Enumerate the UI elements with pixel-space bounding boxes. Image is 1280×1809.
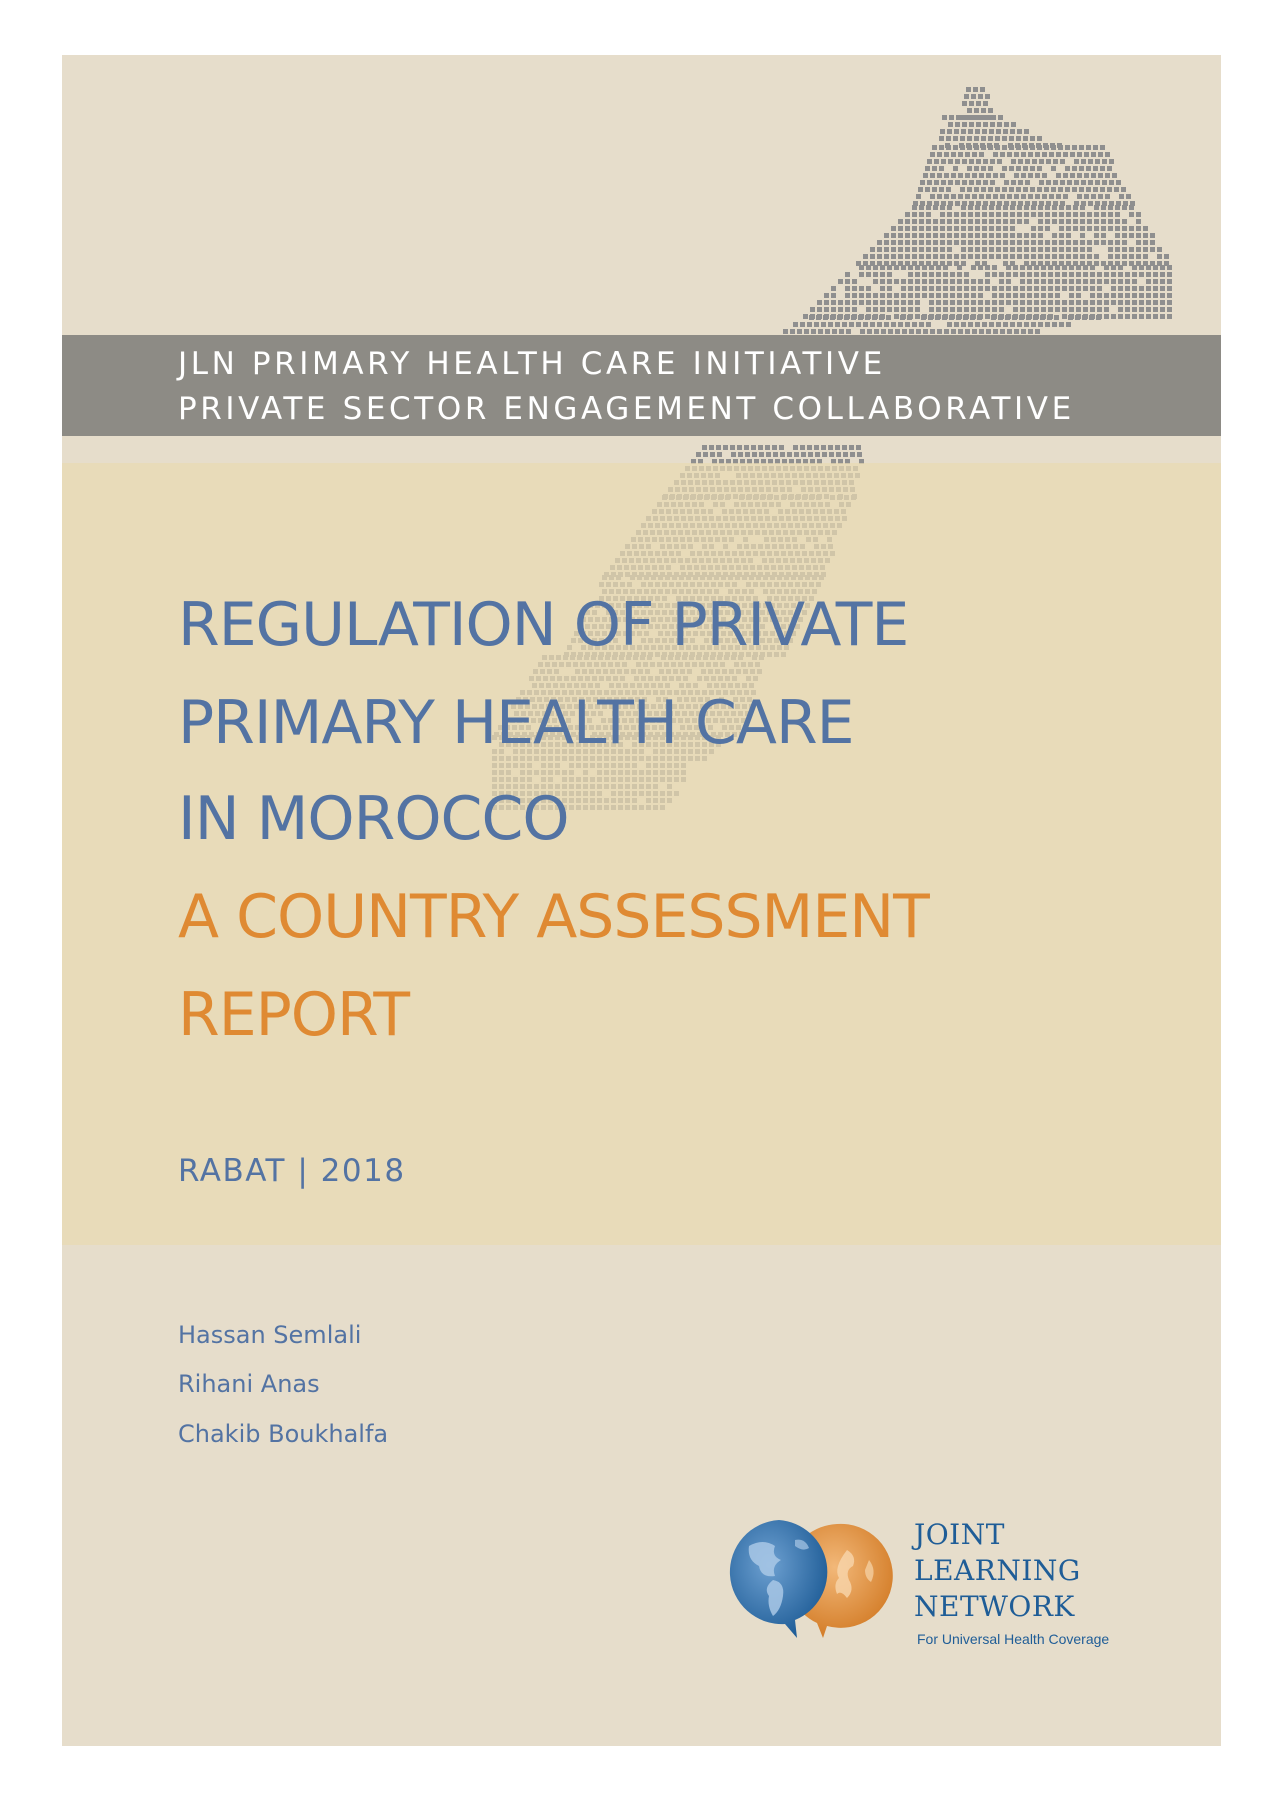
initiative-name: JLN PRIMARY HEALTH CARE INITIATIVE — [178, 346, 886, 382]
author-name: Rihani Anas — [178, 1370, 320, 1398]
report-title-line-3: IN MOROCCO — [178, 784, 569, 854]
place-and-year: RABAT | 2018 — [178, 1153, 406, 1189]
logo-word-network: NETWORK — [914, 1590, 1075, 1623]
author-name: Chakib Boukhalfa — [178, 1420, 389, 1448]
report-title-line-2: PRIMARY HEALTH CARE — [178, 688, 854, 758]
initiative-banner — [62, 335, 1221, 436]
author-name: Hassan Semlali — [178, 1321, 362, 1349]
logo-word-learning: LEARNING — [914, 1554, 1081, 1587]
report-subtitle-line-2: REPORT — [178, 980, 409, 1050]
report-subtitle-line-1: A COUNTRY ASSESSMENT — [178, 882, 929, 952]
logo-tagline: For Universal Health Coverage — [917, 1631, 1110, 1647]
collaborative-name: PRIVATE SECTOR ENGAGEMENT COLLABORATIVE — [178, 391, 1075, 427]
jln-logo-wordmark — [914, 1517, 1081, 1625]
speech-bubble-globes-icon — [719, 1510, 899, 1640]
report-cover — [62, 55, 1221, 1746]
logo-word-joint: JOINT — [914, 1518, 1005, 1551]
report-title-line-1: REGULATION OF PRIVATE — [178, 590, 909, 660]
